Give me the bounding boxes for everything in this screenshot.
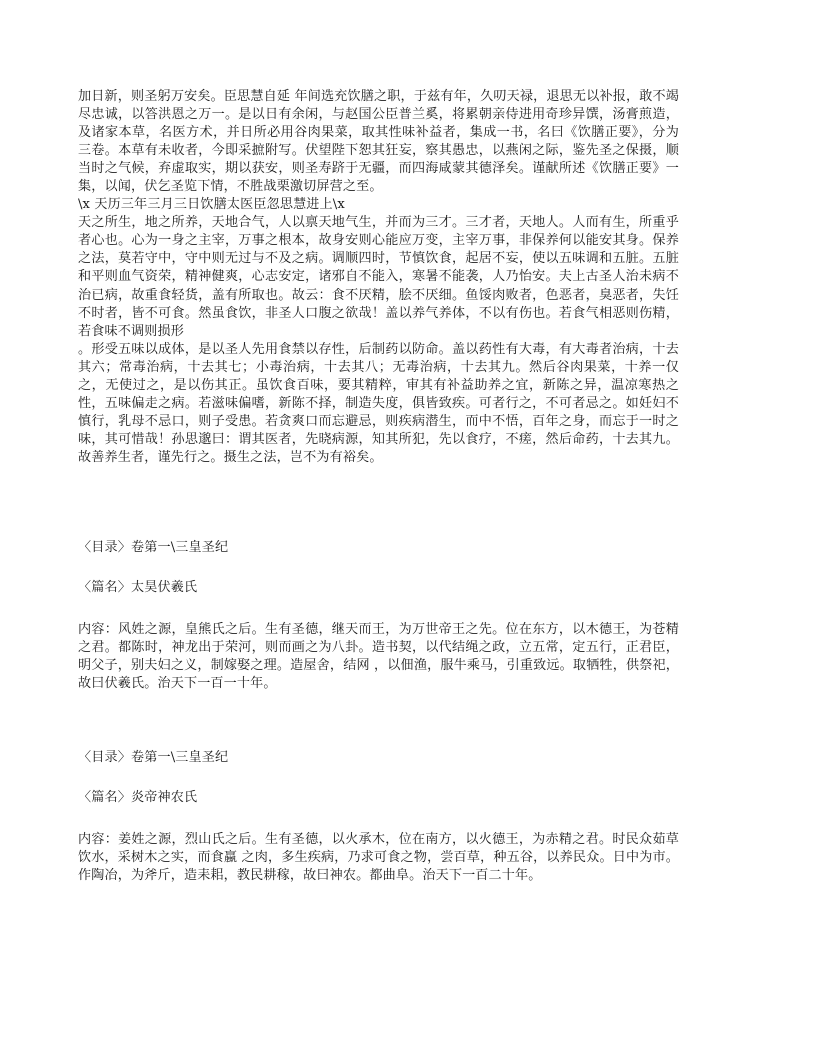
heading-gap	[78, 767, 679, 789]
section-catalog-label: 〈目录〉卷第一\三皇圣纪	[78, 750, 229, 766]
section-spacer-1	[78, 467, 679, 539]
content-gap	[78, 807, 679, 831]
section-title-label: 〈篇名〉炎帝神农氏	[78, 790, 198, 806]
heading-gap	[78, 557, 679, 579]
section-spacer-2	[78, 693, 679, 749]
section-catalog-label: 〈目录〉卷第一\三皇圣纪	[78, 539, 229, 555]
section-taihao-fuxi	[78, 539, 679, 693]
document-text-column	[78, 88, 679, 886]
preface-paragraph-1: 加日新，则圣躬万安矣。臣思慧自延 年间选充饮膳之职，于兹有年，久叨天禄，退思无以补报，敢不竭尽忠诚，以答洪恩之万一。是以日有余闲，与赵国公臣普兰奚，将累朝亲侍进用奇珍异馔，汤膏煎造，及诸家本草，名医方术，并日所必用谷肉果菜，取其性味补益者，集成一书，名曰《饮膳正要》，分为三卷。本草有未收者，今即采摭附写。伏望陛下恕其狂妄，察其愚忠，以燕闲之际，鉴先圣之保摄，顺当时之气候，弃虚取实，期以获安，则圣寿跻于无疆，而四海咸蒙其德泽矣。谨献所述《饮膳正要》一集，以闻，伏乞圣览下情，不胜战栗激切屏营之至。	[78, 89, 679, 195]
section-yandi-shennong	[78, 749, 679, 885]
section-content-paragraph: 内容：姜姓之源，烈山氏之后。生有圣德，以火承木，位在南方，以火德王，为赤精之君。时民众茹草饮水，采树木之实，而食蠃 之肉，多生疾病，乃求可食之物，尝百草，种五谷，以养民众。日中为市。作陶冶，为斧斤，造耒耜，教民耕稼，故曰神农。都曲阜。治天下一百二十年。	[78, 832, 679, 884]
preface-signature-line: \x 天历三年三月三日饮膳太医臣忽思慧进上\x	[78, 197, 345, 213]
preface-paragraph-2: 天之所生，地之所养，天地合气，人以禀天地气生，并而为三才。三才者，天地人。人而有生，所重乎者心也。心为一身之主宰，万事之根本，故身安则心能应万变，主宰万事，非保养何以能安其身。保养之法，莫若守中，守中则无过与不及之病。调顺四时，节慎饮食，起居不妄，使以五味调和五脏。五脏和平则血气资荣，精神健爽，心志安定，诸邪自不能入，寒暑不能袭，人乃怡安。夫上古圣人治未病不治已病，故重食轻货，盖有所取也。故云：食不厌精，脍不厌细。鱼馁肉败者，色恶者，臭恶者，失饪不时者，皆不可食。然虽食饮，非圣人口腹之欲哉！盖以养气养体，不以有伤也。若食气相恶则伤精，若食味不调则损形	[78, 215, 679, 339]
content-gap	[78, 597, 679, 621]
section-content-paragraph: 内容：风姓之源，皇熊氏之后。生有圣德，继天而王，为万世帝王之先。位在东方，以木德王，为苍精之君。都陈时，神龙出于荣河，则而画之为八卦。造书契，以代结绳之政，立五常，定五行，正君臣，明父子，别夫妇之义，制嫁娶之理。造屋舍，结网 ，以佃渔，服牛乘马，引重致远。取牺牲，供祭祀，故曰伏羲氏。治天下一百一十年。	[78, 622, 679, 692]
preface-paragraph-3: 。形受五味以成体，是以圣人先用食禁以存性，后制药以防命。盖以药性有大毒，有大毒者治病，十去其六；常毒治病，十去其七；小毒治病，十去其八；无毒治病，十去其九。然后谷肉果菜，十养一仅之，无使过之，是以伤其正。虽饮食百味，要其精粹，审其有补益助养之宜，新陈之异，温凉寒热之性，五味偏走之病。若滋味偏嗜，新陈不择，制造失度，俱皆致疾。可者行之，不可者忌之。如妊妇不慎行，乳母不忌口，则子受患。若贪爽口而忘避忌，则疾病潜生，而中不悟，百年之身，而忘于一时之味，其可惜哉！孙思邈曰：谓其医者，先晓病源，知其所犯，先以食疗，不瘥，然后命药，十去其九。故善养生者，谨先行之。摄生之法，岂不为有裕矣。	[78, 341, 679, 465]
section-title-label: 〈篇名〉太昊伏羲氏	[78, 580, 198, 596]
